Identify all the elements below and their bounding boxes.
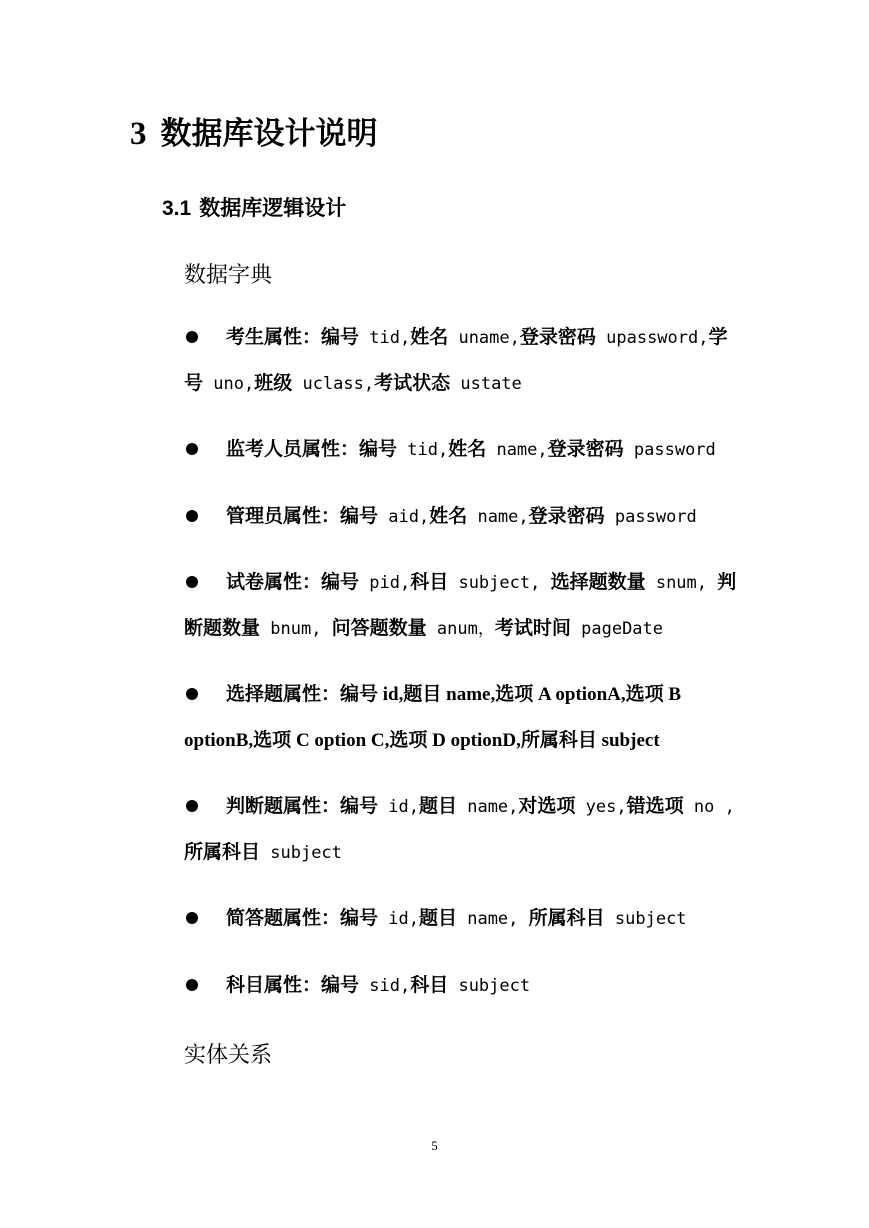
item-text: bnum, [260, 619, 332, 639]
item-text: 登录密码 [547, 438, 624, 460]
item-line [184, 436, 716, 463]
item-text: id, [378, 909, 419, 929]
item-text: yes, [575, 797, 627, 817]
item-text: 姓名 [429, 505, 468, 527]
item-text: 学 [708, 326, 728, 348]
item-text: name, [456, 909, 529, 929]
item-text: 选项 [625, 683, 664, 705]
item-line [184, 370, 522, 397]
item-text: 选项 [389, 729, 428, 751]
item-line [184, 972, 530, 999]
item-text: id, [378, 797, 419, 817]
item-text: 科目 [410, 974, 449, 996]
item-line [184, 727, 660, 754]
item-text: 姓名 [410, 326, 449, 348]
section-heading [130, 108, 378, 153]
item-text: password [623, 440, 716, 460]
item-text: tid, [359, 328, 411, 348]
item-text: subject [260, 843, 342, 863]
item-text: anum， [426, 619, 495, 639]
item-text: 选择题数量 [550, 571, 646, 593]
item-line [184, 324, 728, 351]
item-text: ustate [450, 374, 522, 394]
item-text: 科目属性：编号 [226, 974, 360, 996]
bullet-icon [186, 688, 198, 700]
item-text: aid, [378, 507, 430, 527]
item-text: pid, [359, 573, 411, 593]
item-text: 所属科目 [528, 907, 605, 929]
section-number: 3 [130, 116, 147, 152]
item-text: 管理员属性：编号 [226, 505, 379, 527]
item-line [184, 681, 681, 708]
item-text: sid, [359, 976, 411, 996]
section-title: 数据库设计说明 [160, 116, 378, 152]
item-line [184, 905, 687, 932]
item-text: subject [448, 976, 531, 996]
item-text: snum, [645, 573, 718, 593]
item-text: C option C, [291, 730, 390, 751]
item-text: tid, [397, 440, 449, 460]
item-text: 题目 [403, 683, 442, 705]
item-text: uname, [448, 328, 520, 348]
entity-relation-label: 实体关系 [184, 1043, 273, 1068]
bullet-icon [186, 331, 198, 343]
item-text: name, [441, 684, 496, 705]
item-text: 断题数量 [184, 617, 261, 639]
item-text: 判断题属性：编号 [226, 795, 379, 817]
item-text: 考试状态 [374, 372, 451, 394]
subsection-title: 数据库逻辑设计 [199, 196, 347, 220]
item-text: 号 [184, 372, 204, 394]
item-text: D optionD, [427, 730, 521, 751]
item-text: name, [456, 797, 519, 817]
bullet-icon [186, 510, 198, 522]
item-line [184, 793, 735, 820]
item-text: 考试时间 [494, 617, 571, 639]
item-text: 选择题属性：编号 [226, 683, 379, 705]
bullet-icon [186, 443, 198, 455]
item-text: 姓名 [448, 438, 487, 460]
bullet-icon [186, 800, 198, 812]
item-line [184, 839, 342, 866]
item-text: 所属科目 [184, 841, 261, 863]
item-text: 科目 [410, 571, 449, 593]
subsection-heading [162, 192, 346, 222]
item-text: 所属科目 [520, 729, 597, 751]
item-text: 判 [717, 571, 737, 593]
item-text: 考生属性：编号 [226, 326, 360, 348]
item-text: id, [378, 684, 404, 705]
bullet-icon [186, 979, 198, 991]
item-text: name, [486, 440, 548, 460]
item-line [184, 503, 697, 530]
item-text: 题目 [418, 907, 457, 929]
page-number: 5 [431, 1138, 438, 1153]
item-line [184, 615, 663, 642]
item-text: pageDate [570, 619, 664, 639]
item-text: upassword, [595, 328, 709, 348]
item-text: 试卷属性：编号 [226, 571, 360, 593]
item-text: name, [467, 507, 529, 527]
bullet-icon [186, 912, 198, 924]
item-text: subject [596, 730, 660, 751]
item-line [184, 569, 736, 596]
item-text: subject, [448, 573, 551, 593]
item-text: password [604, 507, 697, 527]
item-text: 登录密码 [519, 326, 596, 348]
item-text: 选项 [495, 683, 534, 705]
item-text: optionB, [184, 730, 254, 751]
item-text: A optionA, [533, 684, 626, 705]
item-text: subject [604, 909, 687, 929]
item-text: 监考人员属性：编号 [226, 438, 398, 460]
data-dictionary-label: 数据字典 [184, 263, 273, 288]
item-text: 班级 [254, 372, 293, 394]
item-text: uclass, [292, 374, 375, 394]
item-text: 错选项 [626, 795, 684, 817]
item-text: 登录密码 [528, 505, 605, 527]
item-text: 选项 [253, 729, 292, 751]
item-text: no , [683, 797, 735, 817]
item-text: B [663, 684, 682, 705]
subsection-number: 3.1 [162, 197, 192, 220]
bullet-icon [186, 576, 198, 588]
item-text: 题目 [418, 795, 457, 817]
item-text: uno, [203, 374, 255, 394]
item-text: 简答题属性：编号 [226, 907, 379, 929]
item-text: 问答题数量 [331, 617, 427, 639]
item-text: 对选项 [518, 795, 576, 817]
